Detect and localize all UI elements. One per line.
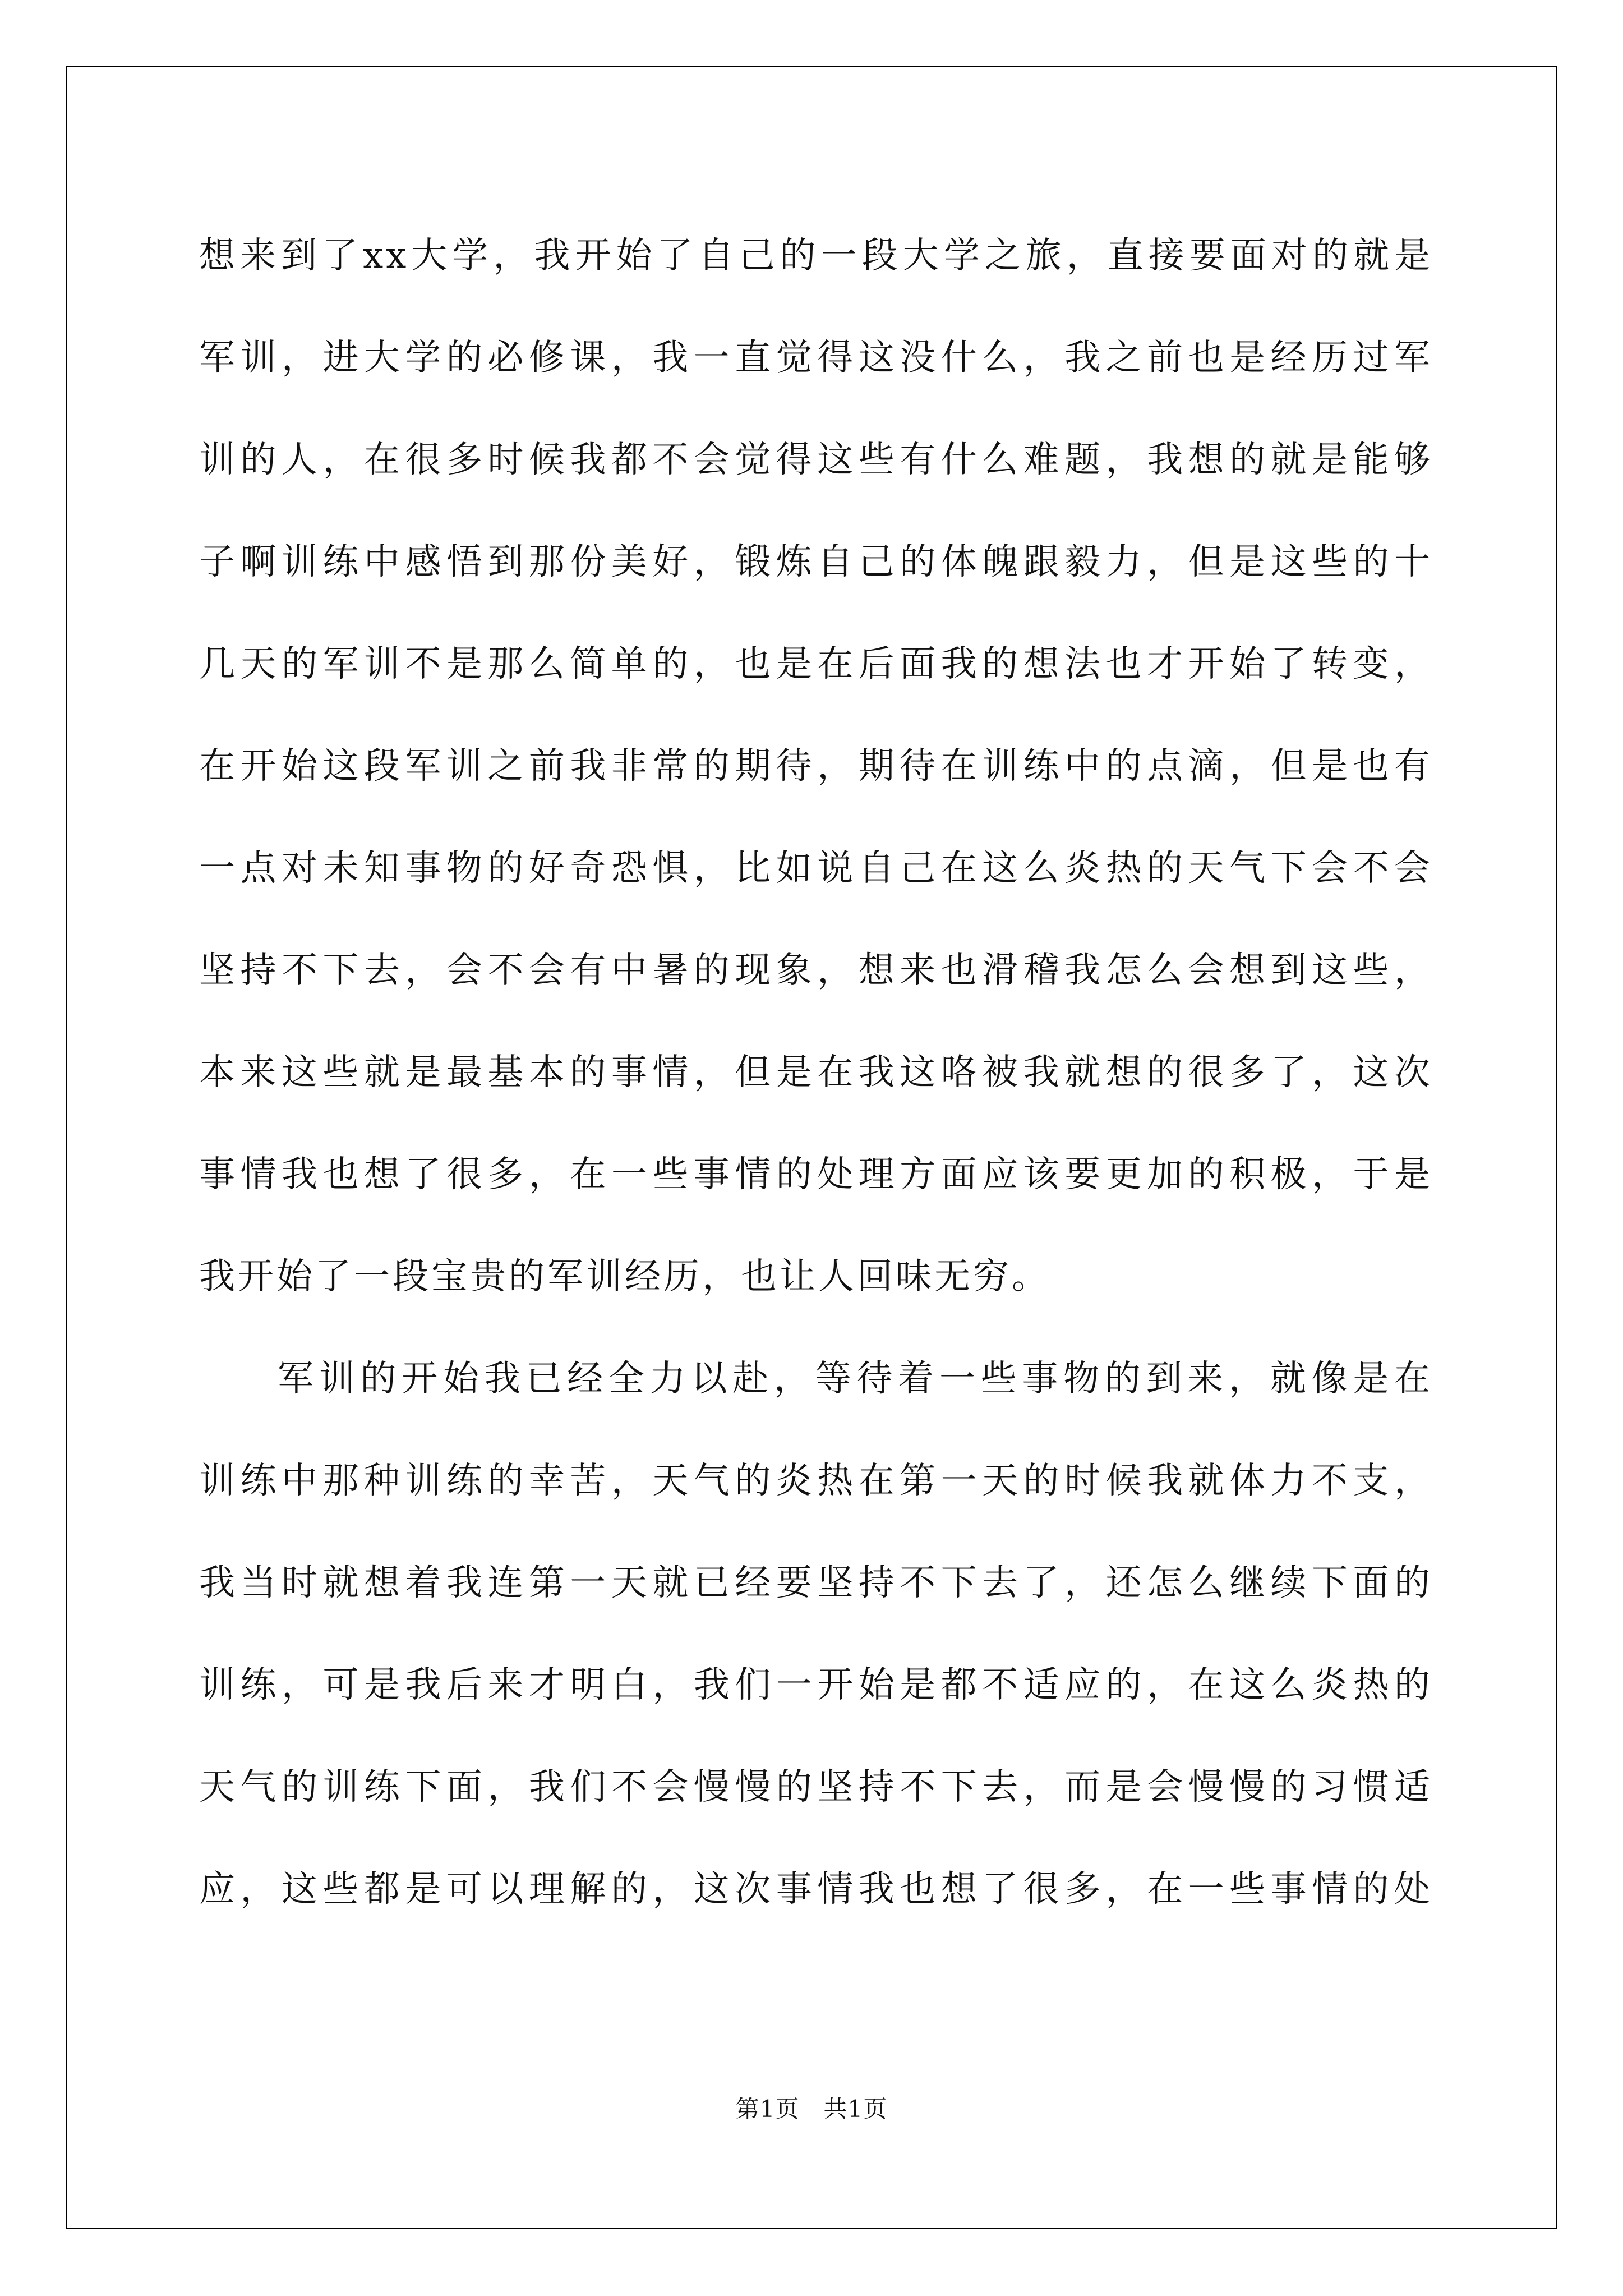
text-line: 训的人，在很多时候我都不会觉得这些有什么难题，我想的就是能够 bbox=[199, 439, 1433, 481]
text-line: 事情我也想了很多，在一些事情的处理方面应该要更加的积极，于是 bbox=[199, 1154, 1433, 1195]
text-line: 在开始这段军训之前我非常的期待，期待在训练中的点滴，但是也有 bbox=[199, 746, 1433, 787]
text-line: 军训的开始我已经全力以赴，等待着一些事物的到来，就像是在 bbox=[278, 1358, 1433, 1400]
page-footer: 第1页 共1页 bbox=[735, 2095, 888, 2123]
text-line: 本来这些就是最基本的事情，但是在我这咯被我就想的很多了，这次 bbox=[199, 1052, 1433, 1093]
text-line: 子啊训练中感悟到那份美好，锻炼自己的体魄跟毅力，但是这些的十 bbox=[199, 541, 1433, 583]
text-line: 应，这些都是可以理解的，这次事情我也想了很多，在一些事情的处 bbox=[199, 1869, 1433, 1910]
document-body bbox=[199, 205, 1433, 1940]
text-line: 训练中那种训练的幸苦，天气的炎热在第一天的时候我就体力不支， bbox=[199, 1460, 1433, 1502]
text-line: 几天的军训不是那么简单的，也是在后面我的想法也才开始了转变， bbox=[199, 643, 1433, 685]
text-line: 训练，可是我后来才明白，我们一开始是都不适应的，在这么炎热的 bbox=[199, 1664, 1433, 1706]
text-line: 军训，进大学的必修课，我一直觉得这没什么，我之前也是经历过军 bbox=[199, 337, 1433, 379]
text-line: 我开始了一段宝贵的军训经历，也让人回味无穷。 bbox=[199, 1256, 1050, 1297]
text-line: 天气的训练下面，我们不会慢慢的坚持不下去，而是会慢慢的习惯适 bbox=[199, 1766, 1433, 1808]
text-line: 一点对未知事物的好奇恐惧，比如说自己在这么炎热的天气下会不会 bbox=[199, 848, 1433, 889]
text-line: 想来到了xx大学，我开始了自己的一段大学之旅，直接要面对的就是 bbox=[199, 235, 1433, 277]
text-line: 我当时就想着我连第一天就已经要坚持不下去了，还怎么继续下面的 bbox=[199, 1562, 1433, 1604]
text-line: 坚持不下去，会不会有中暑的现象，想来也滑稽我怎么会想到这些， bbox=[199, 950, 1433, 991]
